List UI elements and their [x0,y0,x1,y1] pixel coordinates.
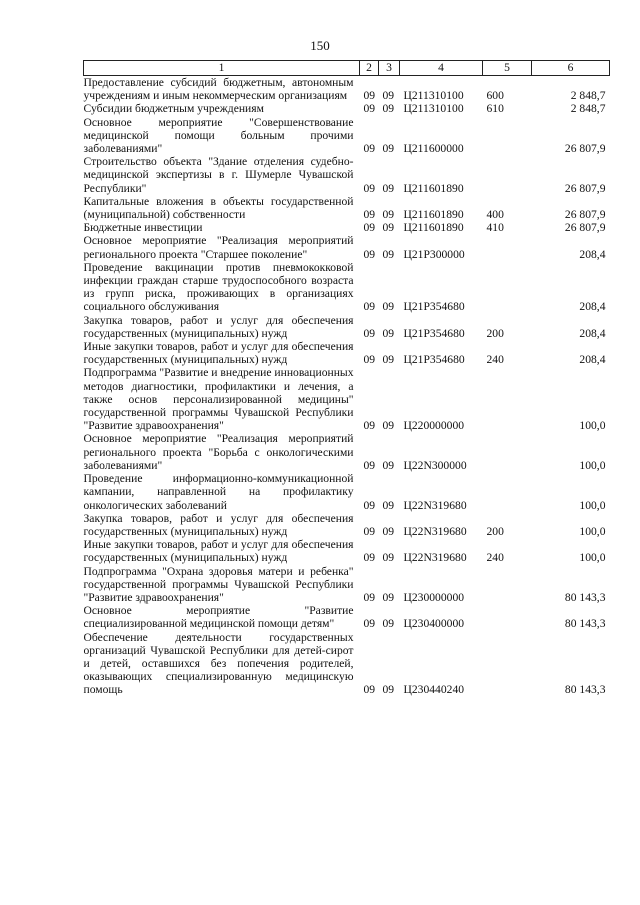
subsection-code-cell: 09 [382,102,395,116]
section-code-cell: 09 [363,498,376,512]
target-article-cell: Ц21P354680 [403,353,465,367]
header-col-6: 6 [532,61,610,76]
header-col-4: 4 [400,61,483,76]
expense-type-cell [483,565,532,605]
subsection-code-cell: 09 [382,419,395,433]
amount-cell: 26 807,9 [564,142,606,156]
expense-type-cell [483,234,532,260]
subsection-code-cell: 09 [382,458,395,472]
subsection-code-cell: 09 [382,247,395,261]
target-article-cell: Ц21P354680 [403,326,465,340]
subsection-code-cell: 09 [382,498,395,512]
amount-cell: 208,4 [579,326,606,340]
table-row [84,221,610,234]
table-row [84,565,610,605]
section-code-cell: 09 [363,458,376,472]
expense-type-cell: 240 [486,551,504,565]
expense-type-cell: 200 [486,524,504,538]
header-col-1: 1 [84,61,360,76]
subsection-code-cell: 09 [382,142,395,156]
table-row [84,538,610,564]
target-article-cell: Ц230400000 [403,617,465,631]
expense-name-cell: Закупка товаров, работ и услуг для обеспечения государственных (муниципальных) нужд [83,313,354,340]
section-code-cell: 09 [363,683,376,697]
expense-type-cell [483,155,532,195]
table-row [84,432,610,472]
target-article-cell: Ц211310100 [403,89,464,103]
expense-type-cell: 600 [486,89,504,103]
amount-cell: 26 807,9 [564,208,606,222]
target-article-cell: Ц211601890 [403,181,464,195]
expense-name-cell: Основное мероприятие "Реализация мероприятий регионального проекта "Старшее поколение" [83,234,354,261]
budget-table [83,60,610,697]
expense-type-cell [483,116,532,156]
target-article-cell: Ц22N319680 [403,498,467,512]
amount-cell: 208,4 [579,247,606,261]
target-article-cell: Ц211601890 [403,221,464,235]
amount-cell: 100,0 [579,524,606,538]
expense-name-cell: Обеспечение деятельности государственных организаций Чувашской Республики для детей-сирот и детей, оставшихся без попечения родителей, оказывающих специализированную медицинскую помощь [83,630,354,697]
section-code-cell: 09 [363,300,376,314]
header-col-3: 3 [379,61,400,76]
target-article-cell: Ц211601890 [403,208,464,222]
amount-cell: 2 848,7 [570,89,606,103]
target-article-cell: Ц220000000 [403,419,465,433]
target-article-cell: Ц22N319680 [403,551,467,565]
table-row [84,314,610,340]
expense-name-cell: Основное мероприятие "Развитие специализированной медицинской помощи детям" [83,604,354,631]
section-code-cell: 09 [363,326,376,340]
table-row [84,195,610,221]
table-row [84,102,610,115]
amount-cell: 2 848,7 [570,102,606,116]
expense-type-cell: 410 [486,221,504,235]
subsection-code-cell: 09 [382,181,395,195]
target-article-cell: Ц211600000 [403,142,464,156]
expense-name-cell: Субсидии бюджетным учреждениям [83,102,264,116]
section-code-cell: 09 [363,524,376,538]
expense-name-cell: Иные закупки товаров, работ и услуг для обеспечения государственных (муниципальных) нужд [83,538,354,565]
header-col-2: 2 [360,61,379,76]
subsection-code-cell: 09 [382,590,395,604]
table-row [84,366,610,432]
target-article-cell: Ц230440240 [403,683,465,697]
expense-type-cell [483,261,532,314]
expense-type-cell: 200 [486,326,504,340]
table-row [84,604,610,630]
subsection-code-cell: 09 [382,524,395,538]
target-article-cell: Ц22N300000 [403,458,467,472]
header-col-5: 5 [483,61,532,76]
target-article-cell: Ц21P354680 [403,300,465,314]
subsection-code-cell: 09 [382,683,395,697]
amount-cell: 80 143,3 [564,683,606,697]
subsection-code-cell: 09 [382,551,395,565]
amount-cell: 100,0 [579,419,606,433]
amount-cell: 100,0 [579,498,606,512]
expense-name-cell: Иные закупки товаров, работ и услуг для обеспечения государственных (муниципальных) нужд [83,340,354,367]
section-code-cell: 09 [363,247,376,261]
expense-type-cell [483,366,532,432]
expense-type-cell: 240 [486,353,504,367]
subsection-code-cell: 09 [382,208,395,222]
section-code-cell: 09 [363,419,376,433]
table-row [84,261,610,314]
expense-name-cell: Подпрограмма "Развитие и внедрение инновационных методов диагностики, профилактики и лечения, а также основ персонализированной медицины" государственной программы Чувашской Республики "Развитие здравоохранения" [83,366,354,433]
expense-type-cell [483,631,532,697]
expense-type-cell: 610 [486,102,504,116]
subsection-code-cell: 09 [382,353,395,367]
section-code-cell: 09 [363,617,376,631]
section-code-cell: 09 [363,208,376,222]
expense-name-cell: Основное мероприятие "Реализация мероприятий регионального проекта "Борьба с онкологическими заболеваниями" [83,432,354,472]
section-code-cell: 09 [363,353,376,367]
target-article-cell: Ц230000000 [403,590,465,604]
section-code-cell: 09 [363,142,376,156]
subsection-code-cell: 09 [382,221,395,235]
amount-cell: 80 143,3 [564,590,606,604]
amount-cell: 100,0 [579,458,606,472]
target-article-cell: Ц211310100 [403,102,464,116]
section-code-cell: 09 [363,89,376,103]
target-article-cell: Ц21P300000 [403,247,465,261]
expense-name-cell: Строительство объекта "Здание отделения судебно-медицинской экспертизы в г. Шумерле Чувашской Республики" [83,155,354,195]
section-code-cell: 09 [363,181,376,195]
expense-name-cell: Проведение информационно-коммуникационной кампании, направленной на профилактику онкологических заболеваний [83,472,354,512]
table-row [84,340,610,366]
table-row [84,76,610,103]
amount-cell: 208,4 [579,300,606,314]
expense-name-cell: Подпрограмма "Охрана здоровья матери и ребенка" государственной программы Чувашской Республики "Развитие здравоохранения" [83,564,354,604]
table-row [84,472,610,512]
expense-name-cell: Основное мероприятие "Совершенствование медицинской помощи больным прочими заболеваниями" [83,115,354,156]
target-article-cell: Ц22N319680 [403,524,467,538]
amount-cell: 26 807,9 [564,221,606,235]
table-row [84,234,610,260]
table-header-row [84,61,610,76]
expense-name-cell: Проведение вакцинации против пневмококковой инфекции граждан старше трудоспособного возраста из групп риска, проживающих в организациях социального обслуживания [83,260,354,314]
expense-name-cell: Предоставление субсидий бюджетным, автономным учреждениям и иным некоммерческим организациям [83,76,354,103]
amount-cell: 100,0 [579,551,606,565]
expense-name-cell: Капитальные вложения в объекты государственной (муниципальной) собственности [83,194,354,222]
expense-type-cell [483,432,532,472]
amount-cell: 208,4 [579,353,606,367]
amount-cell: 80 143,3 [564,617,606,631]
section-code-cell: 09 [363,102,376,116]
subsection-code-cell: 09 [382,326,395,340]
section-code-cell: 09 [363,590,376,604]
table-row [84,155,610,195]
section-code-cell: 09 [363,221,376,235]
expense-name-cell: Закупка товаров, работ и услуг для обеспечения государственных (муниципальных) нужд [83,511,354,538]
table-row [84,631,610,697]
expense-type-cell [483,472,532,512]
subsection-code-cell: 09 [382,300,395,314]
amount-cell: 26 807,9 [564,181,606,195]
subsection-code-cell: 09 [382,617,395,631]
page-number: 150 [310,38,330,53]
expense-name-cell: Бюджетные инвестиции [83,221,203,235]
expense-type-cell: 400 [486,208,504,222]
table-row [84,116,610,156]
expense-type-cell [483,604,532,630]
subsection-code-cell: 09 [382,89,395,103]
table-row [84,512,610,538]
section-code-cell: 09 [363,551,376,565]
